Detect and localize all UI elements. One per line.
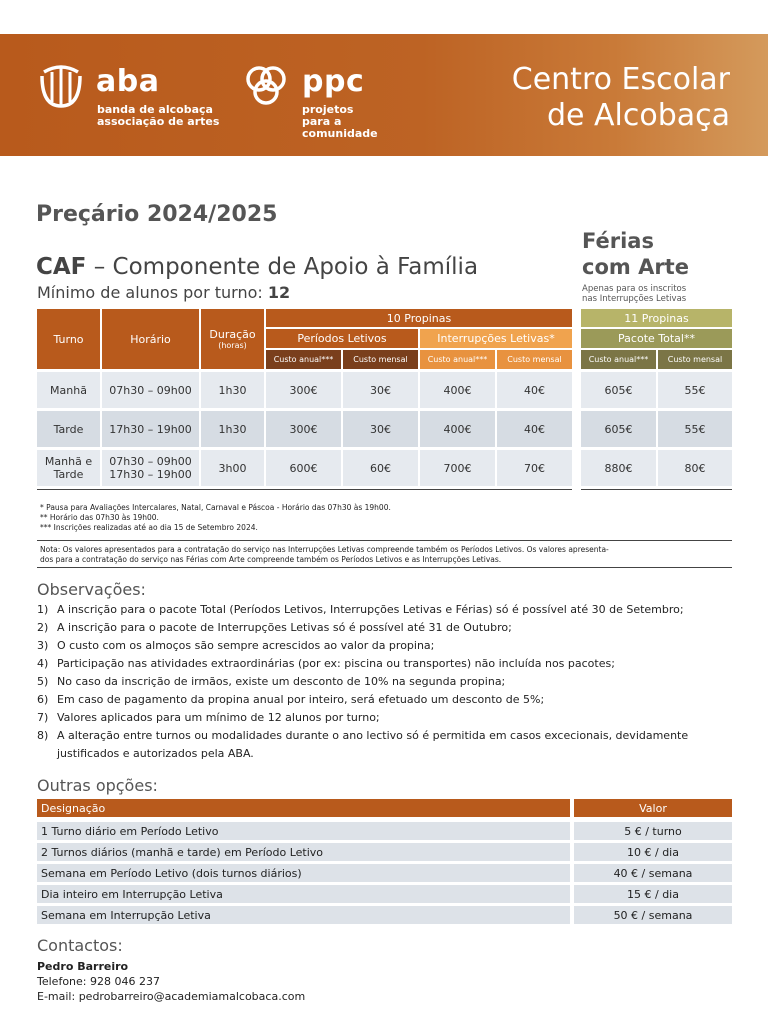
col-duracao-header	[201, 309, 264, 369]
ferias-title-line1: Férias	[582, 229, 654, 253]
table-cell-duracao: 1h30	[201, 411, 264, 447]
col-horario-header: Horário	[102, 309, 199, 369]
ferias-subtitle	[582, 284, 686, 304]
opcao-designacao: Dia inteiro em Interrupção Letiva	[37, 885, 570, 903]
table-cell-duracao: 1h30	[201, 372, 264, 408]
table-cell-horario	[102, 411, 199, 447]
propinas11-header: 11 Propinas	[581, 309, 732, 327]
observacao-item	[37, 727, 732, 763]
table-cell-il-mensal: 40€	[497, 411, 572, 447]
col-turno-header: Turno	[37, 309, 100, 369]
school-name-line2: de Alcobaça	[546, 98, 730, 133]
footnote-3: *** Inscrições realizadas até ao dia 15 de Setembro 2024.	[40, 523, 258, 532]
table-cell-fa-mensal: 55€	[658, 411, 732, 447]
table-cell-fa-mensal: 80€	[658, 450, 732, 486]
ppc-logo-icon	[242, 64, 290, 108]
observacao-number: 5)	[37, 675, 49, 688]
observacao-item	[37, 673, 732, 691]
ppc-subtitle	[302, 104, 378, 140]
ppc-subtitle-line3: comunidade	[302, 127, 378, 140]
opcao-designacao: 1 Turno diário em Período Letivo	[37, 822, 570, 840]
opcao-valor: 5 € / turno	[574, 822, 732, 840]
table-cell-pl-mensal: 60€	[343, 450, 418, 486]
observacao-number: 6)	[37, 693, 49, 706]
footnote-1: * Pausa para Avaliações Intercalares, Natal, Carnaval e Páscoa - Horário das 07h30 às 19h00.	[40, 503, 391, 512]
observacao-item	[37, 637, 732, 655]
table-rule-left	[37, 489, 572, 490]
il-custo-mensal-header: Custo mensal	[497, 350, 572, 369]
nota-line2: dos para a contratação do serviço nas Férias com Arte compreende também os Períodos Letivos e as Interrupções Letivas.	[40, 555, 502, 564]
nota-rule-bottom	[37, 567, 732, 568]
table-cell-turno: Manhã	[37, 372, 100, 408]
observacao-item	[37, 691, 732, 709]
aba-name: aba	[96, 64, 160, 99]
col-designacao-header: Designação	[37, 799, 570, 817]
caf-title-rest: – Componente de Apoio à Família	[86, 254, 479, 280]
observacao-number: 4)	[37, 657, 49, 670]
caf-title	[36, 254, 478, 280]
propinas10-header: 10 Propinas	[266, 309, 572, 327]
aba-subtitle-line2: associação de artes	[97, 115, 220, 128]
table-cell-horario	[102, 450, 199, 486]
table-cell-il-anual: 400€	[420, 372, 495, 408]
fa-custo-anual-header: Custo anual***	[581, 350, 656, 369]
ferias-subtitle-line2: nas Interrupções Letivas	[582, 294, 687, 304]
observacao-text: Em caso de pagamento da propina anual por inteiro, será efetuado um desconto de 5%;	[57, 693, 545, 706]
observacao-text: A alteração entre turnos ou modalidades durante o ano lectivo só é permitida em casos excecionais, devidamente justificados e autorizados pela ABA.	[57, 729, 689, 760]
col-duracao-label: Duração	[209, 328, 256, 341]
fa-custo-mensal-header: Custo mensal	[658, 350, 732, 369]
observacao-number: 2)	[37, 621, 49, 634]
observacao-text: Valores aplicados para um mínimo de 12 alunos por turno;	[57, 711, 380, 724]
opcao-valor: 15 € / dia	[574, 885, 732, 903]
footnote-2: ** Horário das 07h30 às 19h00.	[40, 513, 159, 522]
observacoes-list	[37, 601, 732, 763]
opcao-designacao: Semana em Período Letivo (dois turnos diários)	[37, 864, 570, 882]
ppc-name: ppc	[302, 64, 365, 99]
table-cell-horario1: 07h30 – 09h00	[109, 455, 192, 468]
observacao-item	[37, 601, 732, 619]
table-cell-duracao: 3h00	[201, 450, 264, 486]
aba-subtitle	[97, 104, 219, 128]
observacao-number: 3)	[37, 639, 49, 652]
minimo-alunos	[37, 283, 290, 302]
observacao-item	[37, 709, 732, 727]
aba-logo-icon	[38, 62, 84, 110]
col-duracao-sublabel: (horas)	[218, 341, 247, 350]
table-cell-il-mensal: 40€	[497, 372, 572, 408]
minimo-value: 12	[267, 283, 291, 302]
opcao-valor: 40 € / semana	[574, 864, 732, 882]
periodos-letivos-header: Períodos Letivos	[266, 329, 418, 348]
table-cell-pl-anual: 300€	[266, 372, 341, 408]
contact-info	[37, 959, 305, 1004]
observacao-text: A inscrição para o pacote Total (Períodos Letivos, Interrupções Letivas e Férias) só é possível até 30 de Setembro;	[57, 603, 684, 616]
minimo-label: Mínimo de alunos por turno:	[37, 283, 268, 302]
table-cell-pl-anual: 300€	[266, 411, 341, 447]
opcao-valor: 50 € / semana	[574, 906, 732, 924]
table-cell-pl-anual: 600€	[266, 450, 341, 486]
observacao-text: O custo com os almoços são sempre acrescidos ao valor da propina;	[57, 639, 435, 652]
caf-title-bold: CAF	[36, 254, 87, 280]
contact-name: Pedro Barreiro	[37, 960, 129, 973]
ppc-subtitle-line2: para a	[302, 115, 342, 128]
ferias-subtitle-line1: Apenas para os inscritos	[582, 284, 687, 294]
pl-custo-anual-header: Custo anual***	[266, 350, 341, 369]
ppc-subtitle-line1: projetos	[302, 103, 354, 116]
interrupcoes-letivas-header: Interrupções Letivas*	[420, 329, 572, 348]
table-cell-fa-anual: 605€	[581, 411, 656, 447]
nota	[40, 545, 735, 565]
table-cell-turno: Manhã e Tarde	[37, 450, 100, 486]
header-banner	[0, 34, 768, 156]
pl-custo-mensal-header: Custo mensal	[343, 350, 418, 369]
table-cell-turno: Tarde	[37, 411, 100, 447]
pacote-total-header: Pacote Total**	[581, 329, 732, 348]
col-valor-header: Valor	[574, 799, 732, 817]
footnotes	[40, 503, 740, 533]
contact-email[interactable]: E-mail: pedrobarreiro@academiamalcobaca.com	[37, 990, 306, 1003]
table-cell-horario1: 07h30 – 09h00	[109, 383, 192, 397]
ferias-title	[582, 228, 689, 280]
observacao-text: No caso da inscrição de irmãos, existe um desconto de 10% na segunda propina;	[57, 675, 506, 688]
table-cell-horario2: 17h30 – 19h00	[109, 468, 192, 481]
outras-opcoes-title: Outras opções:	[37, 776, 158, 795]
contact-phone: Telefone: 928 046 237	[37, 975, 160, 988]
nota-rule-top	[37, 540, 732, 541]
opcao-valor: 10 € / dia	[574, 843, 732, 861]
table-rule-right	[581, 489, 732, 490]
table-cell-fa-mensal: 55€	[658, 372, 732, 408]
observacao-text: Participação nas atividades extraordinárias (por ex: piscina ou transportes) não incluída nos pacotes;	[57, 657, 615, 670]
observacao-item	[37, 655, 732, 673]
table-cell-il-anual: 400€	[420, 411, 495, 447]
table-cell-pl-mensal: 30€	[343, 372, 418, 408]
table-cell-pl-mensal: 30€	[343, 411, 418, 447]
contactos-title: Contactos:	[37, 936, 123, 955]
observacao-item	[37, 619, 732, 637]
opcao-designacao: Semana em Interrupção Letiva	[37, 906, 570, 924]
table-cell-il-mensal: 70€	[497, 450, 572, 486]
page-title: Preçário 2024/2025	[36, 202, 278, 227]
table-cell-il-anual: 700€	[420, 450, 495, 486]
table-cell-horario1: 17h30 – 19h00	[109, 422, 192, 436]
observacao-number: 8)	[37, 729, 49, 742]
observacao-text: A inscrição para o pacote de Interrupções Letivas só é possível até 31 de Outubro;	[57, 621, 512, 634]
table-cell-horario	[102, 372, 199, 408]
observacoes-title: Observações:	[37, 580, 146, 599]
ferias-title-line2: com Arte	[582, 255, 689, 279]
school-name	[512, 62, 730, 134]
observacao-number: 1)	[37, 603, 49, 616]
il-custo-anual-header: Custo anual***	[420, 350, 495, 369]
nota-line1: Nota: Os valores apresentados para a contratação do serviço nas Interrupções Letivas compreende também os Períodos Letivos. Os valores apresenta-	[40, 545, 609, 554]
table-cell-fa-anual: 605€	[581, 372, 656, 408]
opcao-designacao: 2 Turnos diários (manhã e tarde) em Período Letivo	[37, 843, 570, 861]
observacao-number: 7)	[37, 711, 49, 724]
aba-subtitle-line1: banda de alcobaça	[97, 103, 213, 116]
school-name-line1: Centro Escolar	[511, 62, 730, 97]
table-cell-fa-anual: 880€	[581, 450, 656, 486]
